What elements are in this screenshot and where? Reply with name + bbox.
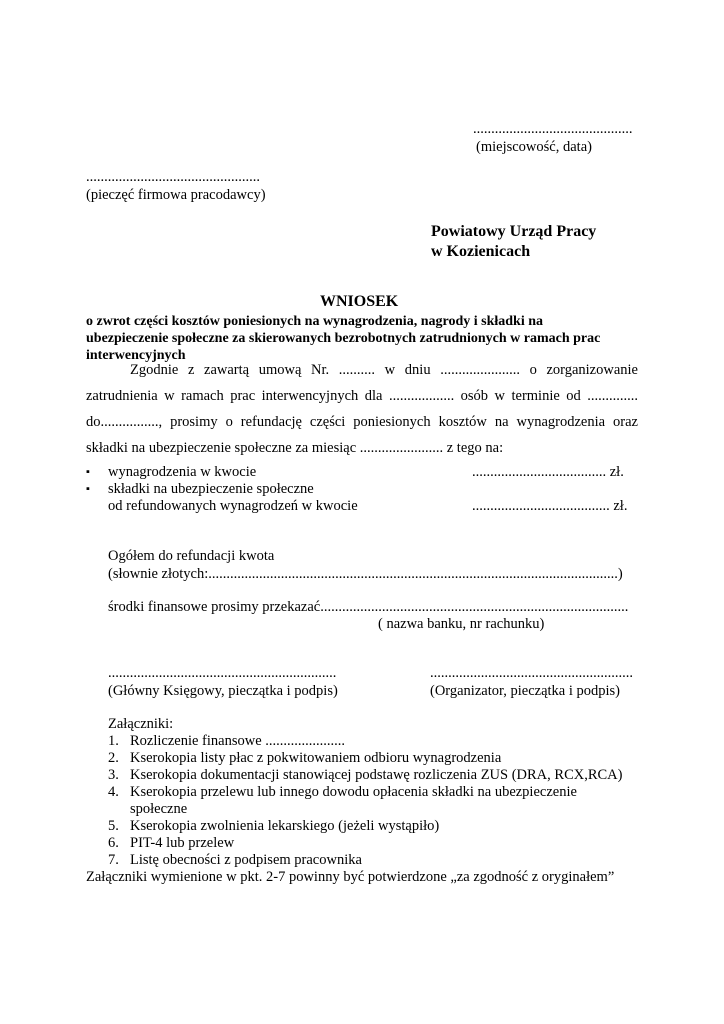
attachments-heading: Załączniki: <box>108 716 174 732</box>
signature-right-label: (Organizator, pieczątka i podpis) <box>430 683 620 699</box>
attachment-text: Kserokopia zwolnienia lekarskiego (jeżeli wystąpiło) <box>130 818 440 834</box>
item-2-value: ...................................... zł. <box>472 498 628 514</box>
body-line-2: zatrudnienia w ramach prac interwencyjnych dla .................. osób w terminie od .............. <box>86 388 638 404</box>
attachment-text: Listę obecności z podpisem pracownika <box>130 852 362 868</box>
attachment-number: 5. <box>108 818 119 834</box>
attachment-number: 7. <box>108 852 119 868</box>
attachment-number: 3. <box>108 767 119 783</box>
document-title: WNIOSEK <box>320 293 399 310</box>
attachment-number: 4. <box>108 784 119 800</box>
attachment-number: 6. <box>108 835 119 851</box>
attachment-text: społeczne <box>130 801 188 817</box>
recipient-line-1: Powiatowy Urząd Pracy <box>431 223 597 240</box>
signature-right-dots: ........................................................ <box>430 665 633 681</box>
item-2-line-2: od refundowanych wynagrodzeń w kwocie <box>108 498 358 514</box>
item-1-value: ..................................... zł. <box>472 464 624 480</box>
recipient-line-2: w Kozienicach <box>431 243 531 260</box>
place-date-dots: ............................................ <box>473 121 633 137</box>
item-1-label: wynagrodzenia w kwocie <box>108 464 257 480</box>
transfer-line: środki finansowe prosimy przekazać..................................................................................... <box>108 599 629 615</box>
stamp-dots: ................................................ <box>86 169 260 185</box>
subtitle-line-2: ubezpieczenie społeczne za skierowanych bezrobotnych zatrudnionych w ramach prac <box>86 331 601 346</box>
total-line-2: (słownie złotych:.................................................................................................................) <box>108 566 623 582</box>
item-2-line-1: składki na ubezpieczenie społeczne <box>108 481 314 497</box>
bullet-icon: ▪ <box>86 466 90 478</box>
bullet-icon: ▪ <box>86 483 90 495</box>
stamp-label: (pieczęć firmowa pracodawcy) <box>86 187 266 203</box>
place-date-label: (miejscowość, data) <box>476 139 592 155</box>
attachment-number: 2. <box>108 750 119 766</box>
body-line-3: do................, prosimy o refundację części poniesionych kosztów na wynagrodzenia oraz <box>86 414 638 430</box>
signature-left-label: (Główny Księgowy, pieczątka i podpis) <box>108 683 338 699</box>
body-line-1: Zgodnie z zawartą umową Nr. .......... w dniu ...................... o zorganizowanie <box>130 362 638 378</box>
attachment-text: PIT-4 lub przelew <box>130 835 235 851</box>
signature-left-dots: ............................................................... <box>108 665 337 681</box>
attachment-text: Kserokopia listy płac z pokwitowaniem odbioru wynagrodzenia <box>130 750 502 766</box>
attachment-text: Rozliczenie finansowe ...................... <box>130 733 346 749</box>
attachment-text: Kserokopia dokumentacji stanowiącej podstawę rozliczenia ZUS (DRA, RCX,RCA) <box>130 767 623 783</box>
attachment-number: 1. <box>108 733 119 749</box>
subtitle-line-1: o zwrot części kosztów poniesionych na wynagrodzenia, nagrody i składki na <box>86 314 543 329</box>
attachments-note: Załączniki wymienione w pkt. 2-7 powinny być potwierdzone „za zgodność z oryginałem” <box>86 869 615 885</box>
subtitle-line-3: interwencyjnych <box>86 348 186 363</box>
transfer-label: ( nazwa banku, nr rachunku) <box>378 616 545 632</box>
body-line-4: składki na ubezpieczenie społeczne za miesiąc ....................... z tego na: <box>86 440 504 456</box>
attachment-text: Kserokopia przelewu lub innego dowodu opłacenia składki na ubezpieczenie <box>130 784 577 800</box>
total-line-1: Ogółem do refundacji kwota <box>108 548 275 564</box>
